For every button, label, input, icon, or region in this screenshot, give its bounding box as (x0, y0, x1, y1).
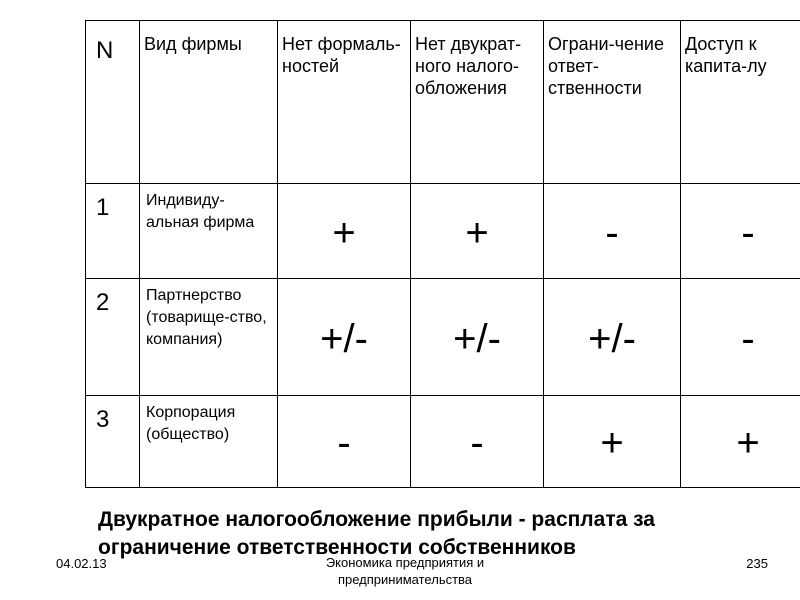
header-n: N (86, 21, 140, 184)
mark-cell (544, 279, 681, 396)
table-row (86, 396, 800, 488)
mark-cell (278, 279, 411, 396)
mark-value: + (465, 210, 489, 255)
mark-value: +/- (453, 316, 501, 361)
comparison-table (85, 20, 800, 488)
mark-value: + (736, 421, 760, 465)
footer-title: Экономика предприятия и предпринимательства (325, 555, 485, 587)
header-limited-liability: Ограни-чение ответ-ственности (544, 21, 681, 184)
row-number: 1 (86, 184, 140, 279)
row-number: 3 (86, 396, 140, 488)
mark-cell (681, 396, 800, 488)
table-header-row (86, 21, 800, 184)
firm-type-cell: Индивиду-альная фирма (140, 184, 278, 279)
mark-value: - (741, 210, 755, 255)
header-no-double-tax: Нет двукрат-ного налого-обложения (411, 21, 544, 184)
mark-value: - (605, 210, 619, 255)
firm-type-cell: Партнерство (товарище-ство, компания) (140, 279, 278, 396)
row-number: 2 (86, 279, 140, 396)
page-number: 235 (746, 556, 768, 571)
table-row (86, 184, 800, 279)
mark-cell (411, 279, 544, 396)
mark-cell (411, 184, 544, 279)
mark-cell (544, 184, 681, 279)
header-no-formalities: Нет формаль-ностей (278, 21, 411, 184)
mark-cell (278, 184, 411, 279)
mark-value: +/- (320, 316, 368, 361)
mark-value: + (600, 421, 624, 465)
mark-value: - (470, 421, 484, 465)
mark-cell (411, 396, 544, 488)
mark-cell (681, 279, 800, 396)
mark-value: - (337, 421, 351, 465)
table-row (86, 279, 800, 396)
mark-value: - (741, 316, 755, 361)
mark-value: + (332, 210, 356, 255)
mark-cell (278, 396, 411, 488)
footer-date: 04.02.13 (56, 556, 107, 571)
header-firm-type: Вид фирмы (140, 21, 278, 184)
firm-type-cell: Корпорация (общество) (140, 396, 278, 488)
conclusion-text: Двукратное налогообложение прибыли - расплата за ограничение ответственности собственников (98, 508, 655, 559)
mark-cell (681, 184, 800, 279)
mark-value: +/- (588, 316, 636, 361)
mark-cell (544, 396, 681, 488)
header-capital-access: Доступ к капита-лу (681, 21, 800, 184)
